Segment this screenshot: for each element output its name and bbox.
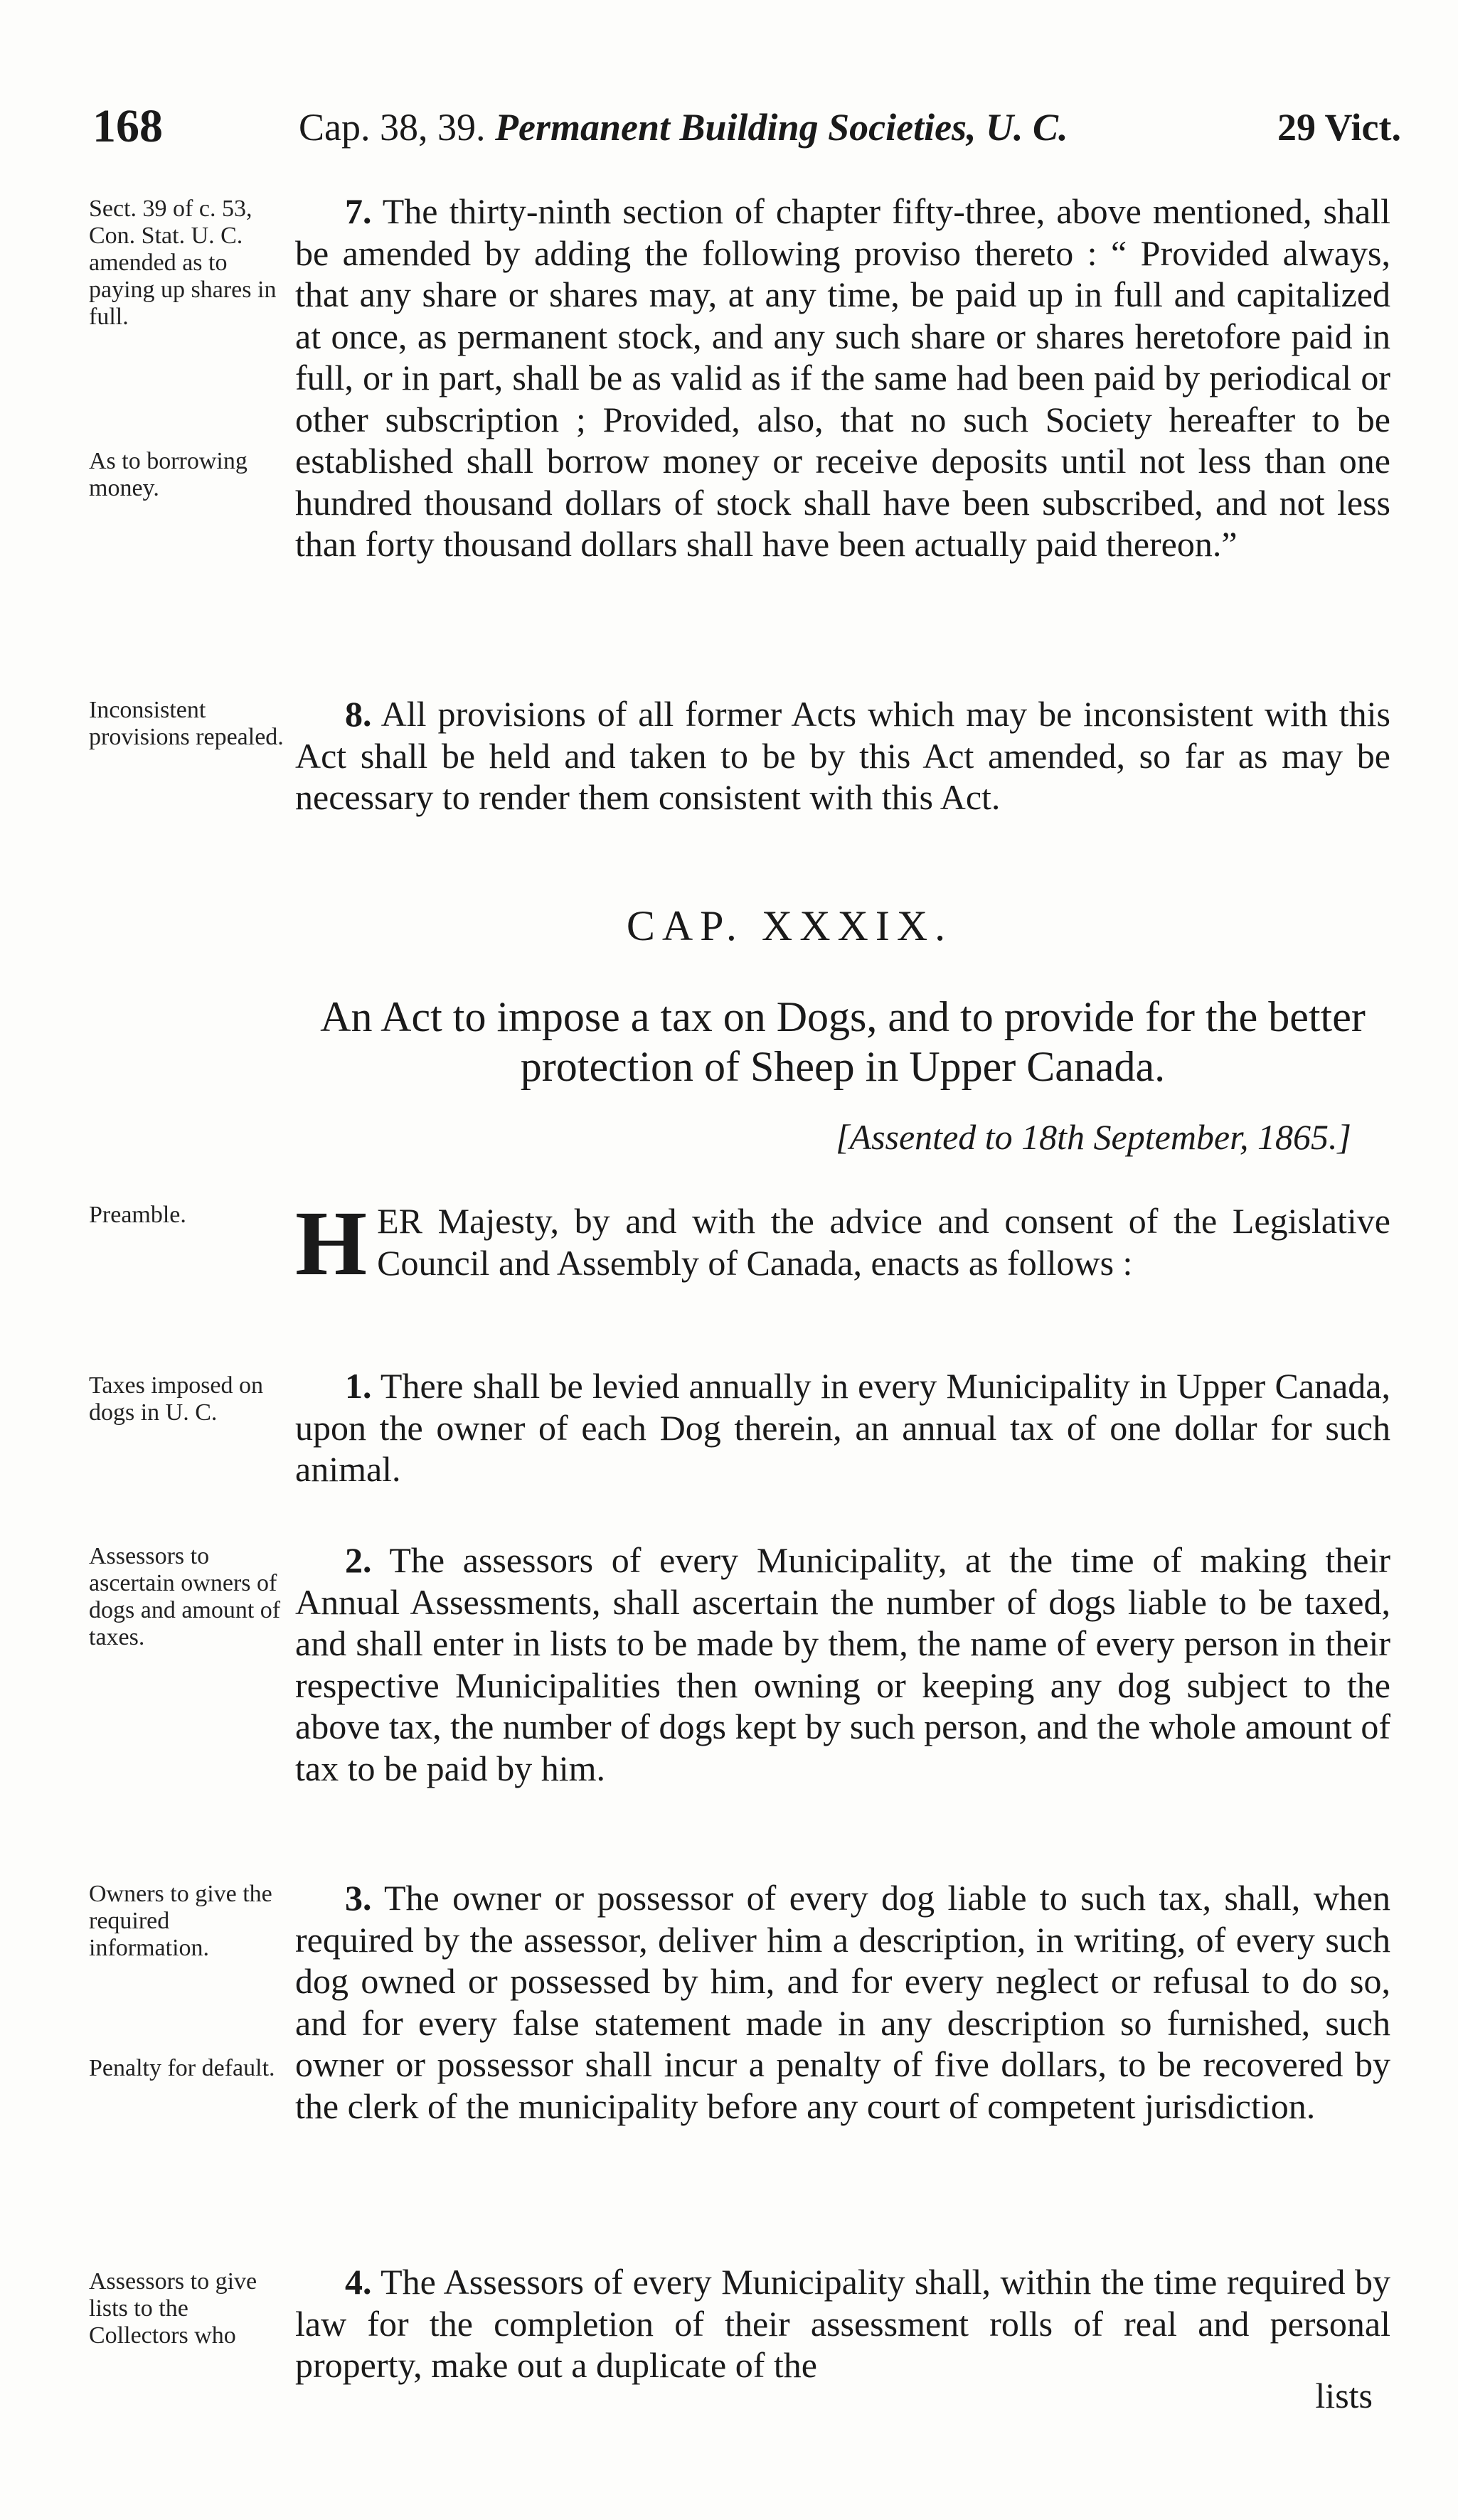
clause-number: 1. (345, 1366, 372, 1406)
header-year: 29 Vict. (1277, 106, 1401, 149)
preamble (295, 1192, 1390, 1295)
margin-note-owners: Owners to give the required information. (89, 1881, 272, 1961)
header-act-title: Permanent Building Societies, U. C. (495, 106, 1068, 149)
catchword: lists (1315, 2376, 1373, 2415)
margin-note-borrowing: As to borrowing money. (89, 448, 248, 501)
clause-2 (295, 1539, 1390, 1789)
margin-note-preamble: Preamble. (89, 1202, 186, 1228)
running-header (92, 100, 1401, 156)
cap-reference: Cap. 38, 39. (299, 106, 486, 149)
clause-text: There shall be levied annually in every Municipality in Upper Canada, upon the owner of each Dog therein, an annual tax of one dollar for such animal. (295, 1366, 1390, 1489)
clause-text: The owner or possessor of every dog liable to such tax, shall, when required by the assessor, deliver him a description, in writing, of every such dog owned or possessed by him, and for every neglect or refusal to do so, and for every false statement made in any description so furnished, such owner or possessor shall incur a penalty of five dollars, to be recovered by the clerk of the municipality before any court of competent jurisdiction. (295, 1878, 1390, 2126)
clause-1 (295, 1365, 1390, 1490)
chapter-heading: CAP. XXXIX. (626, 902, 953, 949)
clause-3 (295, 1877, 1390, 2127)
section-text: All provisions of all former Acts which may be inconsistent with this Act shall be held and taken to be by this Act amended, so far as may be necessary to render them consistent with this Act. (295, 694, 1391, 817)
clause-number: 4. (345, 2262, 372, 2302)
page-number: 168 (92, 100, 163, 152)
header-title (299, 105, 1068, 149)
section-number: 7. (345, 191, 372, 231)
clause-text: The Assessors of every Municipality shall, within the time required by law for the completion of their assessment rolls of real and personal property, make out a duplicate of the (295, 2262, 1390, 2385)
margin-note-assessors-lists: Assessors to give lists to the Collectors who (89, 2268, 257, 2349)
margin-note-assessors: Assessors to ascertain owners of dogs and amount of taxes. (89, 1543, 281, 1650)
clause-4 (295, 2261, 1390, 2386)
section-text: The thirty-ninth section of chapter fifty-three, above mentioned, shall be amended by adding the following proviso thereto : “ Provided always, that any share or shares may, at any time, be paid up in full and capitalized at once, as permanent stock, and any such share or shares heretofore paid in full, or in part, shall be as valid as if the same had been paid by periodical or other subscription ; Provided, also, that no such Society hereafter to be established shall borrow money or receive deposits until not less than one hundred thousand dollars of stock shall have been subscribed, and not less than forty thousand dollars shall have been actually paid thereon.” (295, 191, 1390, 564)
preamble-text: ER Majesty, by and with the advice and consent of the Legislative Council and Assembly of Canada, enacts as follows : (377, 1201, 1390, 1283)
clause-number: 3. (345, 1878, 372, 1918)
section-number: 8. (345, 694, 372, 734)
drop-cap: H (295, 1192, 368, 1295)
clause-text: The assessors of every Municipality, at the time of making their Annual Assessments, shall ascertain the number of dogs liable to be taxed, and shall enter in lists to be made by them, the name of every person in their respective Municipalities then owning or keeping any dog subject to the above tax, the number of dogs kept by such person, and the whole amount of tax to be paid by him. (295, 1540, 1390, 1788)
clause-number: 2. (345, 1540, 372, 1580)
margin-note-inconsistent: Inconsistent provisions repealed. (89, 697, 284, 750)
margin-note-penalty: Penalty for default. (89, 2055, 275, 2081)
act-title: An Act to impose a tax on Dogs, and to provide for the better protection of Sheep in Upper Canada. (320, 993, 1366, 1090)
section-7 (295, 191, 1390, 565)
margin-note-taxes: Taxes imposed on dogs in U. C. (89, 1372, 264, 1426)
margin-note-sect39: Sect. 39 of c. 53, Con. Stat. U. C. amended as to paying up shares in full. (89, 196, 277, 330)
section-8 (295, 693, 1390, 818)
assent-date: [Assented to 18th September, 1865.] (836, 1117, 1351, 1157)
